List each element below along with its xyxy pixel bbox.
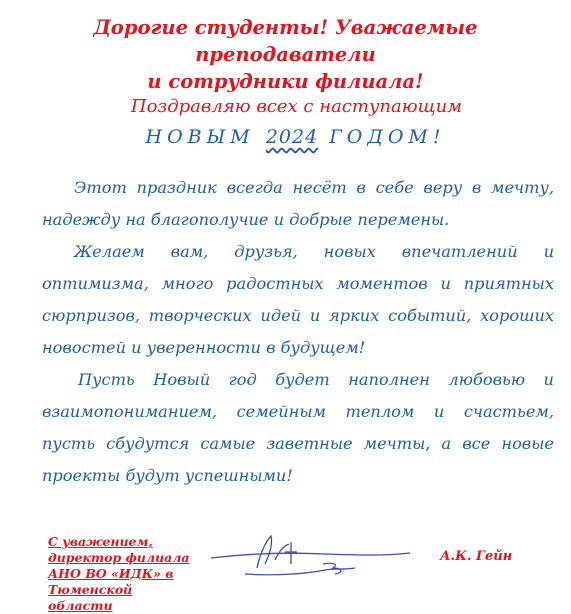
- year-suffix: ГОДОМ!: [329, 126, 446, 148]
- letter-body: [42, 172, 554, 492]
- year-prefix: НОВЫМ: [145, 126, 255, 148]
- year-number: 2024: [265, 126, 319, 148]
- greeting-heading: [0, 14, 571, 95]
- greeting-line-2: и сотрудники филиала!: [147, 70, 424, 93]
- paragraph: Желаем вам, друзья, новых впечатлений и оптимизма, много радостных моментов и приятных сюрпризов, творческих идей и ярких событий, хороших новостей и уверенности в будущем!: [42, 242, 554, 357]
- signatory-line-1: С уважением,: [48, 534, 153, 549]
- signatory-block: [48, 534, 198, 614]
- paragraph: Этот праздник всегда несёт в себе веру в мечту, надежду на благополучие и добрые перемены.: [42, 178, 554, 229]
- signatory-line-2: директор филиала: [48, 550, 190, 565]
- new-year-line: [0, 124, 571, 150]
- handwritten-signature: [205, 530, 415, 582]
- greeting-line-1: Дорогие студенты! Уважаемые преподаватели: [93, 16, 478, 66]
- congrats-line: Поздравляю всех с наступающим: [130, 96, 463, 117]
- paragraph: Пусть Новый год будет наполнен любовью и взаимопониманием, семейным теплом и счастьем, пусть сбудутся самые заветные мечты, а все новые проекты будут успешными!: [42, 370, 554, 485]
- signatory-name: А.К. Гейн: [440, 549, 513, 564]
- signatory-line-3: АНО ВО «ИДК» в: [48, 566, 174, 581]
- signatory-line-4: Тюменской области: [48, 582, 133, 613]
